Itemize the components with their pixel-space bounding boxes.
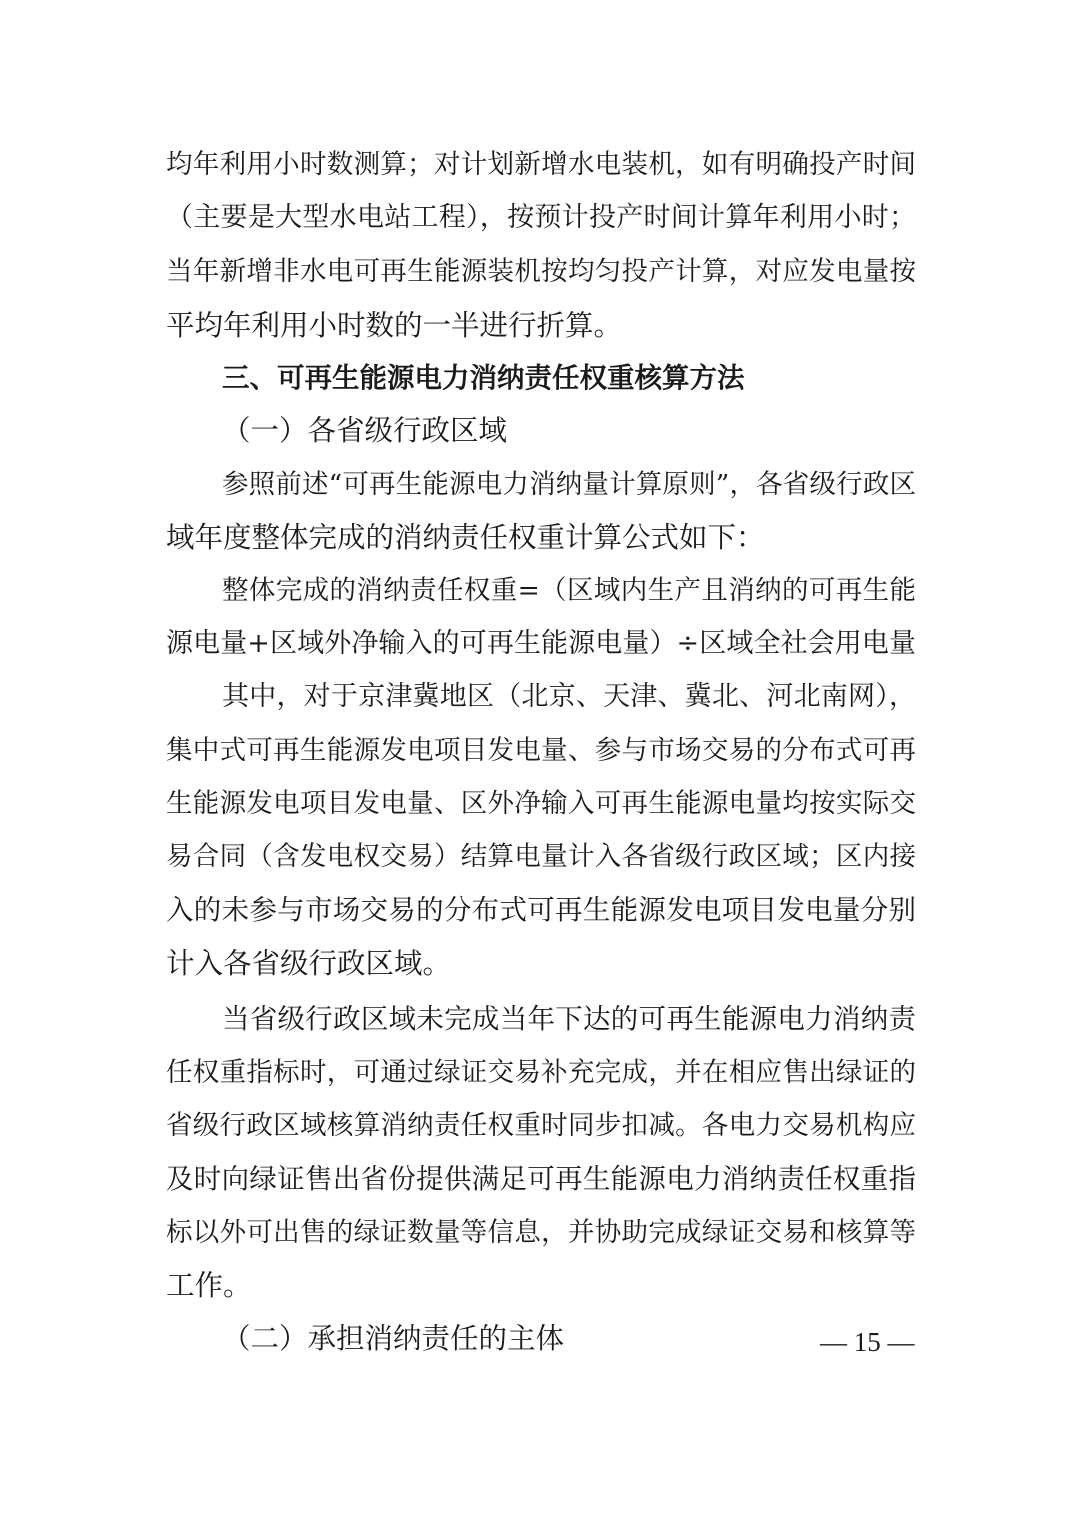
body-text-line: 参照前述“可再生能源电力消纳量计算原则”，各省级行政区	[222, 469, 916, 500]
body-text-line: 入的未参与市场交易的分布式可再生能源发电项目发电量分别	[166, 894, 916, 926]
body-text-line: 集中式可再生能源发电项目发电量、参与市场交易的分布式可再	[166, 735, 916, 766]
body-text-line: 计入各省级行政区域。	[166, 947, 452, 980]
formula-line: 整体完成的消纳责任权重=（区域内生产且消纳的可再生能	[222, 575, 916, 606]
formula-line: 源电量+区域外净输入的可再生能源电量）÷区域全社会用电量	[166, 628, 916, 659]
body-text-line: 及时向绿证售出省份提供满足可再生能源电力消纳责任权重指	[166, 1163, 916, 1195]
body-text-line: 易合同（含发电权交易）结算电量计入各省级行政区域；区内接	[166, 841, 916, 872]
body-text-line: 生能源发电项目发电量、区外净输入可再生能源电量均按实际交	[166, 788, 916, 819]
body-text-line: 平均年利用小时数的一半进行折算。	[166, 309, 623, 342]
body-text-line: 任权重指标时，可通过绿证交易补充完成，并在相应售出绿证的	[166, 1057, 916, 1088]
section-heading: 三、可再生能源电力消纳责任权重核算方法	[222, 362, 745, 394]
body-text-line: （主要是大型水电站工程），按预计投产时间计算年利用小时；	[166, 202, 916, 233]
body-text-line: 工作。	[166, 1269, 252, 1302]
subsection-heading: （一）各省级行政区域	[222, 414, 508, 447]
body-text-line: 当省级行政区域未完成当年下达的可再生能源电力消纳责	[222, 1003, 916, 1035]
page-number: — 15 —	[820, 1327, 915, 1357]
body-text-line: 当年新增非水电可再生能源装机按均匀投产计算，对应发电量按	[166, 256, 916, 287]
body-text-line: 标以外可出售的绿证数量等信息，并协助完成绿证交易和核算等	[166, 1217, 916, 1248]
subsection-heading: （二）承担消纳责任的主体	[222, 1322, 565, 1355]
body-text-line: 均年利用小时数测算；对计划新增水电装机，如有明确投产时间	[166, 149, 916, 180]
body-text-line: 其中，对于京津冀地区（北京、天津、冀北、河北南网），	[222, 681, 916, 712]
body-text-line: 域年度整体完成的消纳责任权重计算公式如下：	[166, 521, 765, 554]
body-text-line: 省级行政区域核算消纳责任权重时同步扣减。各电力交易机构应	[166, 1110, 916, 1141]
